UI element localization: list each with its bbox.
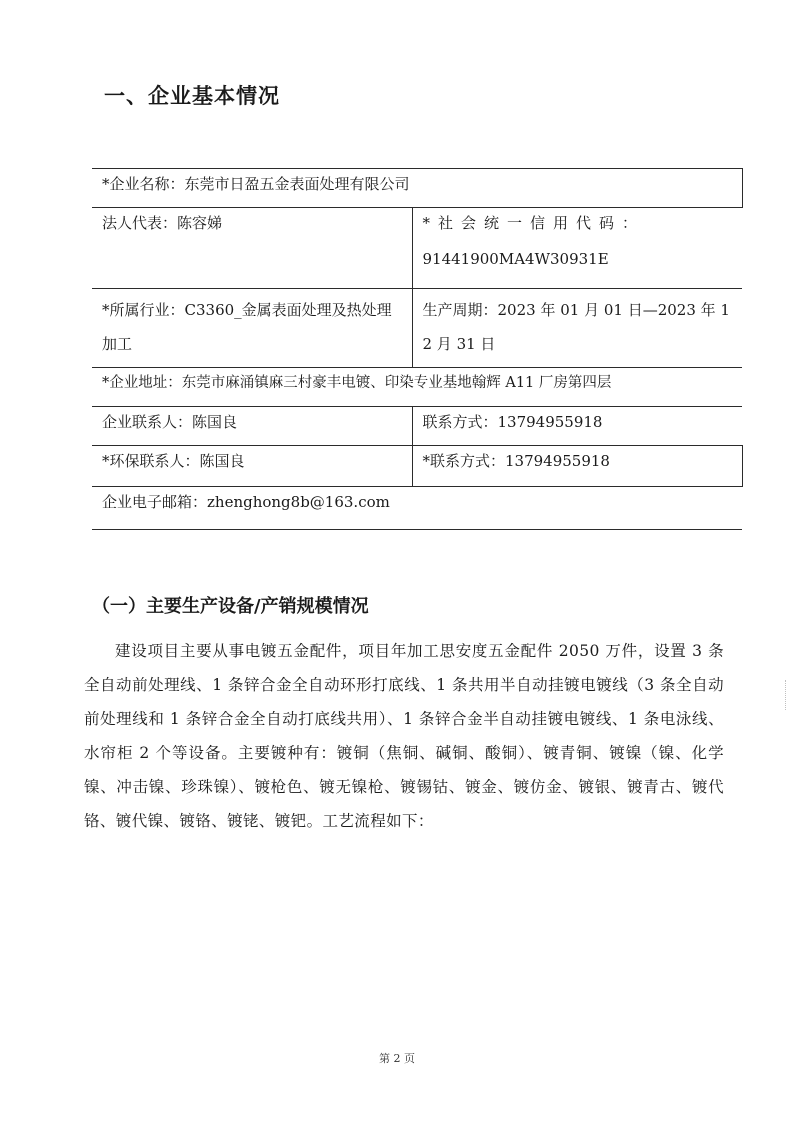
company-name-cell: *企业名称：东莞市日盈五金表面处理有限公司 xyxy=(92,169,742,208)
credit-code-label: *社会统一信用代码： xyxy=(422,214,646,232)
equipment-paragraph: 建设项目主要从事电镀五金配件，项目年加工思安度五金配件 2050 万件，设置 3 条全自动前处理线、1 条锌合金全自动环形打底线、1 条共用半自动挂镀电镀线（3 条全自动前处理线和 1 条锌合金全自动打底线共用）、1 条锌合金半自动挂镀电镀线、1 条电泳线、水帘柜 2 个等设备。主要镀种有：镀铜（焦铜、碱铜、酸铜）、镀青铜、镀镍（镍、化学镍、冲击镍、珍珠镍）、镀枪色、镀无镍枪、镀锡钴、镀金、镀仿金、镀银、镀青古、镀代铬、镀代镍、镀铬、镀铑、镀钯。工艺流程如下： xyxy=(84,642,724,830)
legal-rep-cell: 法人代表：陈容娣 xyxy=(92,208,412,289)
table-row xyxy=(92,446,742,487)
enterprise-info-table xyxy=(92,168,743,530)
table-row xyxy=(92,407,742,446)
production-period-cell: 生产周期：2023 年 01 月 01 日—2023 年 12 月 31 日 xyxy=(412,289,742,368)
contact-person-cell: 企业联系人：陈国良 xyxy=(92,407,412,446)
page-number: 第 2 页 xyxy=(379,1052,415,1065)
env-contact-cell: *环保联系人：陈国良 xyxy=(92,446,412,487)
contact-phone-cell: 联系方式：13794955918 xyxy=(412,407,742,446)
table-row xyxy=(92,289,742,368)
credit-code-value: 91441900MA4W30931E xyxy=(422,250,609,268)
subsection-heading-equipment: （一）主要生产设备/产销规模情况 xyxy=(92,596,369,617)
table-row xyxy=(92,208,742,289)
address-cell: *企业地址：东莞市麻涌镇麻三村豪丰电镀、印染专业基地翰辉 A11 厂房第四层 xyxy=(92,368,742,407)
table-row xyxy=(92,169,742,208)
env-contact-phone-cell: *联系方式：13794955918 xyxy=(412,446,742,487)
scan-edge-mark xyxy=(785,680,792,710)
industry-cell: *所属行业：C3360_金属表面处理及热处理加工 xyxy=(92,289,412,368)
email-cell: 企业电子邮箱：zhenghong8b@163.com xyxy=(92,487,742,530)
table-row xyxy=(92,368,742,407)
section-heading-basic-info: 一、企业基本情况 xyxy=(104,84,280,108)
table-row xyxy=(92,487,742,530)
credit-code-cell xyxy=(412,208,742,289)
